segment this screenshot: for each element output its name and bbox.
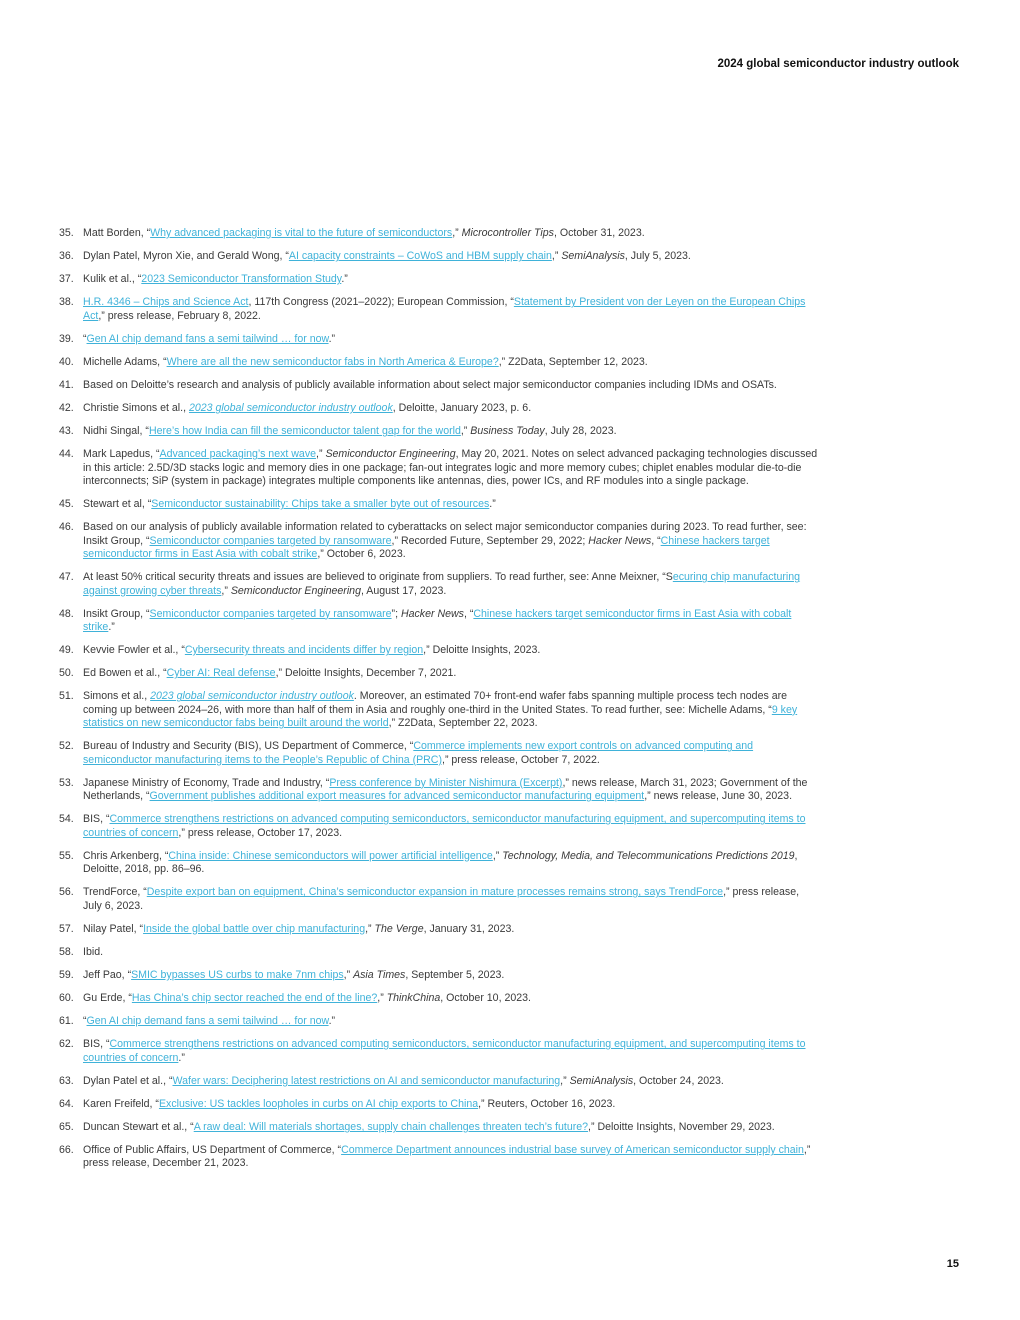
endnote-text	[83, 690, 797, 729]
citation-text: TrendForce, “	[83, 886, 147, 899]
endnote-item	[0, 1098, 820, 1111]
citation-text: ,” news release, June 30, 2023.	[644, 790, 793, 803]
endnotes-list	[0, 227, 820, 1181]
citation-text: ,”	[221, 584, 231, 597]
endnote-number: 44.	[59, 448, 74, 461]
citation-link[interactable]: Advanced packaging’s next wave	[159, 448, 317, 461]
endnote-item	[0, 402, 820, 415]
citation-text: Simons et al.,	[83, 690, 151, 703]
endnote-number: 39.	[59, 332, 74, 345]
endnote-number: 35.	[59, 227, 74, 239]
citation-text: .”	[489, 498, 496, 511]
citation-text: ,”	[560, 1074, 570, 1087]
citation-link[interactable]: Chinese hackers target semiconductor firms in East Asia with cobalt strike	[83, 534, 770, 561]
endnote-text	[83, 1015, 335, 1027]
citation-link[interactable]: Semiconductor companies targeted by ransomware	[149, 607, 392, 620]
citation-link[interactable]: Why advanced packaging is vital to the future of semiconductors	[150, 227, 453, 239]
citation-text: ,” Reuters, October 16, 2023.	[478, 1097, 616, 1110]
citation-text: , “	[463, 607, 474, 620]
citation-link[interactable]: Statement by President von der Leyen on the European Chips Act	[83, 296, 806, 322]
citation-text: ,” Z2Data, September 22, 2023.	[388, 717, 538, 730]
endnote-text	[83, 813, 806, 838]
citation-text: ,” press release, February 8, 2022.	[98, 309, 261, 322]
citation-link[interactable]: 9 key statistics on new semiconductor fabs being built around the world	[83, 703, 798, 730]
citation-text: Ed Bowen et al., “	[83, 667, 167, 680]
citation-link[interactable]: H.R. 4346 – Chips and Science Act	[83, 296, 249, 309]
endnote-number: 53.	[59, 776, 74, 789]
publication-title: Hacker News	[400, 607, 464, 620]
endnote-number: 58.	[59, 945, 74, 958]
endnote-text	[83, 992, 531, 1004]
endnote-item	[0, 690, 820, 730]
citation-text: .”	[341, 273, 348, 286]
citation-link[interactable]: Gen AI chip demand fans a semi tailwind … for now	[86, 332, 329, 345]
citation-text: ,” October 6, 2023.	[317, 548, 406, 561]
citation-text: ,” Deloitte Insights, December 7, 2021.	[275, 667, 457, 680]
endnote-text	[83, 498, 496, 510]
endnote-item	[0, 250, 820, 263]
citation-text: Kulik et al., “	[83, 273, 142, 286]
endnote-text	[83, 379, 777, 391]
citation-text: Nilay Patel, “	[83, 922, 144, 935]
citation-text: ,” news release, March 31, 2023; Government of the Netherlands, “	[83, 776, 808, 803]
citation-link[interactable]: Semiconductor companies targeted by ransomware	[149, 534, 392, 547]
endnote-text	[83, 1075, 724, 1087]
citation-link[interactable]: Semiconductor sustainability: Chips take a smaller byte out of resources	[151, 498, 490, 511]
endnote-number: 65.	[59, 1120, 74, 1133]
endnote-number: 50.	[59, 667, 74, 680]
citation-link[interactable]: Here’s how India can fill the semiconductor talent gap for the world	[148, 425, 461, 438]
citation-link[interactable]: 2023 Semiconductor Transformation Study	[141, 273, 342, 286]
citation-text: Dylan Patel, Myron Xie, and Gerald Wong, “	[83, 250, 289, 263]
endnote-item	[0, 923, 820, 936]
endnote-text	[83, 296, 805, 321]
endnote-item	[0, 1121, 820, 1134]
citation-link[interactable]: Cybersecurity threats and incidents differ by region	[184, 644, 424, 657]
endnote-text	[83, 227, 645, 239]
citation-text: Based on our analysis of publicly available information related to cyberattacks on select major semiconductor companies during 2023. To read further, see: Insikt Group, “	[83, 521, 807, 547]
citation-text: ,”	[377, 992, 387, 1005]
citation-link[interactable]: Gen AI chip demand fans a semi tailwind … for now	[86, 1015, 329, 1028]
endnote-text	[83, 886, 799, 911]
endnote-item	[0, 1075, 820, 1088]
endnote-item	[0, 498, 820, 511]
citation-text: , September 5, 2023.	[405, 968, 505, 981]
citation-text: ,”	[316, 448, 326, 461]
citation-text: ,” Deloitte Insights, 2023.	[423, 644, 541, 657]
endnote-number: 45.	[59, 498, 74, 511]
endnote-text	[83, 1144, 810, 1169]
endnote-text	[83, 850, 798, 875]
citation-text: Duncan Stewart et al., “	[83, 1120, 194, 1133]
citation-text: Gu Erde, “	[83, 992, 132, 1005]
endnote-number: 42.	[59, 402, 74, 415]
endnote-number: 59.	[59, 968, 74, 981]
citation-link[interactable]: Press conference by Minister Nishimura (Excerpt)	[329, 776, 563, 789]
endnote-item	[0, 227, 820, 240]
endnote-item	[0, 813, 820, 840]
endnote-number: 46.	[59, 521, 74, 534]
endnote-item	[0, 608, 820, 635]
endnote-number: 51.	[59, 690, 74, 703]
endnote-number: 55.	[59, 849, 74, 862]
citation-text: Michelle Adams, “	[83, 355, 167, 368]
endnote-text	[83, 1121, 775, 1133]
citation-link[interactable]: Where are all the new semiconductor fabs in North America & Europe?	[166, 355, 499, 368]
citation-link[interactable]: Exclusive: US tackles loopholes in curbs on AI chip exports to China	[158, 1097, 479, 1110]
page-header-title: 2024 global semiconductor industry outlook	[717, 58, 959, 70]
endnote-item	[0, 740, 820, 767]
citation-text: Office of Public Affairs, US Department of Commerce, “	[83, 1144, 342, 1156]
citation-text: , July 28, 2023.	[544, 425, 617, 438]
citation-text: Kevvie Fowler et al., “	[83, 644, 185, 657]
citation-link[interactable]: AI capacity constraints – CoWoS and HBM supply chain	[288, 250, 552, 263]
endnote-item	[0, 1015, 820, 1028]
endnote-text	[83, 1038, 806, 1063]
endnote-item	[0, 850, 820, 877]
citation-link[interactable]: Government publishes additional export measures for advanced semiconductor manufacturing equipment	[149, 790, 645, 803]
endnote-number: 62.	[59, 1038, 74, 1051]
citation-link[interactable]: ecuring chip manufacturing against growing cyber threats	[83, 571, 801, 597]
endnote-item	[0, 356, 820, 369]
endnote-item	[0, 946, 820, 959]
endnote-text	[83, 969, 504, 981]
endnote-text	[83, 644, 540, 656]
page-number: 15	[946, 1258, 959, 1270]
endnote-item	[0, 886, 820, 913]
endnote-item	[0, 969, 820, 982]
citation-link[interactable]: Cyber AI: Real defense	[166, 667, 276, 680]
citation-text: ,”	[365, 922, 375, 935]
endnote-text	[83, 777, 807, 802]
endnote-text	[83, 667, 456, 679]
citation-text: Mark Lapedus, “	[83, 448, 160, 461]
endnote-text	[83, 356, 648, 368]
endnote-number: 52.	[59, 740, 74, 753]
publication-title: Asia Times	[353, 968, 406, 981]
citation-link[interactable]: China inside: Chinese semiconductors will power artificial intelligence	[168, 849, 493, 862]
citation-link[interactable]: 2023 global semiconductor industry outlook	[188, 402, 393, 415]
citation-link[interactable]: Wafer wars: Deciphering latest restrictions on AI and semiconductor manufacturing	[172, 1074, 561, 1087]
citation-text: Based on Deloitte’s research and analysis of publicly available information about select major semiconductor companies including IDMs and OSATs.	[83, 378, 777, 391]
citation-link[interactable]: Inside the global battle over chip manufacturing	[143, 922, 366, 935]
citation-text: BIS, “	[83, 1038, 110, 1051]
endnote-number: 41.	[59, 378, 74, 391]
citation-text: ,”	[460, 425, 471, 438]
citation-text: Japanese Ministry of Economy, Trade and Industry, “	[83, 776, 330, 789]
publication-title: ThinkChina	[386, 992, 441, 1005]
endnote-number: 64.	[59, 1097, 74, 1110]
endnote-number: 54.	[59, 813, 74, 826]
endnote-text	[83, 1098, 615, 1110]
citation-text: Christie Simons et al.,	[83, 402, 189, 415]
citation-text: At least 50% critical security threats and issues are believed to originate from suppliers. To read further, see: Anne Meixner, “S	[83, 571, 673, 584]
endnote-item	[0, 273, 820, 286]
endnote-number: 56.	[59, 886, 74, 899]
citation-text: BIS, “	[83, 813, 110, 826]
endnote-text	[83, 571, 800, 596]
endnote-item	[0, 644, 820, 657]
citation-text: ,”	[492, 849, 503, 862]
citation-link[interactable]: Has China’s chip sector reached the end of the line?	[131, 992, 378, 1005]
endnote-text	[83, 608, 791, 633]
endnote-item	[0, 992, 820, 1005]
citation-text: Chris Arkenberg, “	[83, 849, 169, 862]
citation-text: , January 31, 2023.	[423, 922, 515, 935]
publication-title: Semiconductor Engineering	[230, 584, 361, 597]
citation-link[interactable]: Commerce implements new export controls on advanced computing and semiconductor manufacturing items to the People’s Republic of China (PRC)	[83, 740, 754, 766]
citation-text: ,” press release, October 7, 2022.	[442, 753, 600, 766]
citation-link[interactable]: Commerce Department announces industrial base survey of American semiconductor supply chain	[341, 1144, 804, 1156]
endnote-text	[83, 740, 753, 765]
endnote-item	[0, 296, 820, 323]
citation-text: Karen Freifeld, “	[83, 1097, 159, 1110]
citation-text: , October 10, 2023.	[440, 992, 531, 1005]
citation-link[interactable]: Chinese hackers target semiconductor firms in East Asia with cobalt strike	[83, 607, 792, 634]
endnote-text	[83, 333, 335, 345]
publication-title: Semiconductor Engineering	[325, 448, 456, 461]
endnote-text	[83, 273, 348, 285]
endnote-item	[0, 448, 820, 488]
citation-text: , May 20, 2021. Notes on select advanced packaging technologies discussed in this article: 2.5D/3D stacks logic and memory dies in one package; fan-out integrates logic and more memory cubes; chiplet enables modular die-to-die interconnects; SiP (system in package) integrates multiple components like antennas, dies, power ICs, and RF modules into a single package.	[83, 448, 818, 488]
endnote-item	[0, 333, 820, 346]
citation-text: , August 17, 2023.	[360, 584, 447, 597]
endnote-item	[0, 777, 820, 804]
endnote-number: 60.	[59, 992, 74, 1005]
endnote-number: 36.	[59, 250, 74, 263]
endnote-number: 48.	[59, 607, 74, 620]
endnote-item	[0, 1038, 820, 1065]
endnote-text	[83, 448, 817, 487]
citation-text: , “	[651, 534, 661, 547]
citation-text: Bureau of Industry and Security (BIS), US Department of Commerce, “	[83, 740, 414, 753]
endnote-item	[0, 379, 820, 392]
citation-text: .”	[108, 621, 115, 634]
citation-text: “	[83, 332, 87, 345]
endnote-number: 57.	[59, 922, 74, 935]
endnote-number: 37.	[59, 273, 74, 286]
citation-text: ,”	[551, 250, 562, 263]
endnote-item	[0, 521, 820, 561]
citation-text: Nidhi Singal, “	[83, 425, 149, 438]
citation-text: Ibid.	[83, 945, 104, 958]
citation-text: ,” press release, October 17, 2023.	[178, 826, 343, 839]
citation-text: ,” Z2Data, September 12, 2023.	[498, 355, 648, 368]
citation-link[interactable]: A raw deal: Will materials shortages, supply chain challenges threaten tech’s future?	[193, 1120, 589, 1133]
citation-text: Jeff Pao, “	[83, 968, 132, 981]
endnote-item	[0, 667, 820, 680]
citation-text: ,”	[343, 968, 354, 981]
endnote-text	[83, 250, 691, 262]
citation-link[interactable]: Despite export ban on equipment, China’s semiconductor expansion in mature processes remains strong, says TrendForce	[146, 886, 724, 899]
citation-link[interactable]: Commerce strengthens restrictions on advanced computing semiconductors, semiconductor manufacturing equipment, and supercomputing items to countries of concern	[83, 813, 806, 839]
endnote-text	[83, 923, 514, 935]
citation-text: , Deloitte, January 2023, p. 6.	[392, 402, 532, 415]
citation-text: . Moreover, an estimated 70+ front-end wafer fabs spanning multiple process tech nodes are coming up between 2024–26, with more than half of them in Asia and roughly one-third in the United States. To read further, see: Michelle Adams, “	[83, 690, 788, 716]
endnote-number: 49.	[59, 644, 74, 657]
publication-title: SemiAnalysis	[561, 250, 625, 263]
publication-title: The Verge	[374, 922, 424, 935]
endnote-item	[0, 425, 820, 438]
citation-text: ,” press release, July 6, 2023.	[83, 886, 800, 912]
citation-link[interactable]: SMIC bypasses US curbs to make 7nm chips	[131, 968, 344, 981]
endnote-item	[0, 571, 820, 598]
endnote-number: 43.	[59, 425, 74, 438]
citation-text: “	[83, 1015, 87, 1028]
citation-link[interactable]: Commerce strengthens restrictions on advanced computing semiconductors, semiconductor manufacturing equipment, and supercomputing items to countries of concern	[83, 1038, 806, 1064]
citation-text: , October 31, 2023.	[553, 227, 645, 239]
endnote-number: 47.	[59, 571, 74, 584]
publication-title: Business Today	[470, 425, 545, 438]
citation-text: Stewart et al, “	[83, 498, 152, 511]
publication-title: SemiAnalysis	[569, 1074, 634, 1087]
citation-link[interactable]: 2023 global semiconductor industry outlook	[150, 690, 354, 703]
endnote-number: 38.	[59, 296, 74, 309]
citation-text: , Deloitte, 2018, pp. 86–96.	[83, 849, 798, 876]
citation-text: ,” press release, December 21, 2023.	[83, 1144, 811, 1170]
citation-text: ”;	[391, 607, 401, 620]
citation-text: .”	[328, 1015, 336, 1028]
citation-text: Dylan Patel et al., “	[83, 1074, 173, 1087]
citation-text: , July 5, 2023.	[624, 250, 691, 263]
endnote-item	[0, 1144, 820, 1171]
endnote-text	[83, 521, 807, 560]
publication-title: Hacker News	[588, 534, 652, 547]
citation-text: ,” Deloitte Insights, November 29, 2023.	[588, 1120, 775, 1133]
endnote-number: 40.	[59, 355, 74, 368]
citation-text: ,”	[452, 227, 462, 239]
endnote-number: 63.	[59, 1074, 74, 1087]
endnote-text	[83, 425, 617, 437]
citation-text: Matt Borden, “	[83, 227, 151, 239]
endnote-text	[83, 946, 103, 958]
endnote-number: 66.	[59, 1144, 74, 1156]
citation-text: .”	[328, 332, 336, 345]
endnote-text	[83, 402, 531, 414]
citation-text: ,” Recorded Future, September 29, 2022;	[391, 534, 589, 547]
publication-title: Technology, Media, and Telecommunications Predictions 2019	[502, 849, 795, 862]
citation-text: Insikt Group, “	[83, 607, 150, 620]
citation-text: , 117th Congress (2021–2022); European Commission, “	[248, 296, 514, 309]
citation-text: .”	[178, 1051, 185, 1064]
publication-title: Microcontroller Tips	[461, 227, 554, 239]
endnote-number: 61.	[59, 1015, 74, 1028]
citation-text: , October 24, 2023.	[633, 1074, 724, 1087]
